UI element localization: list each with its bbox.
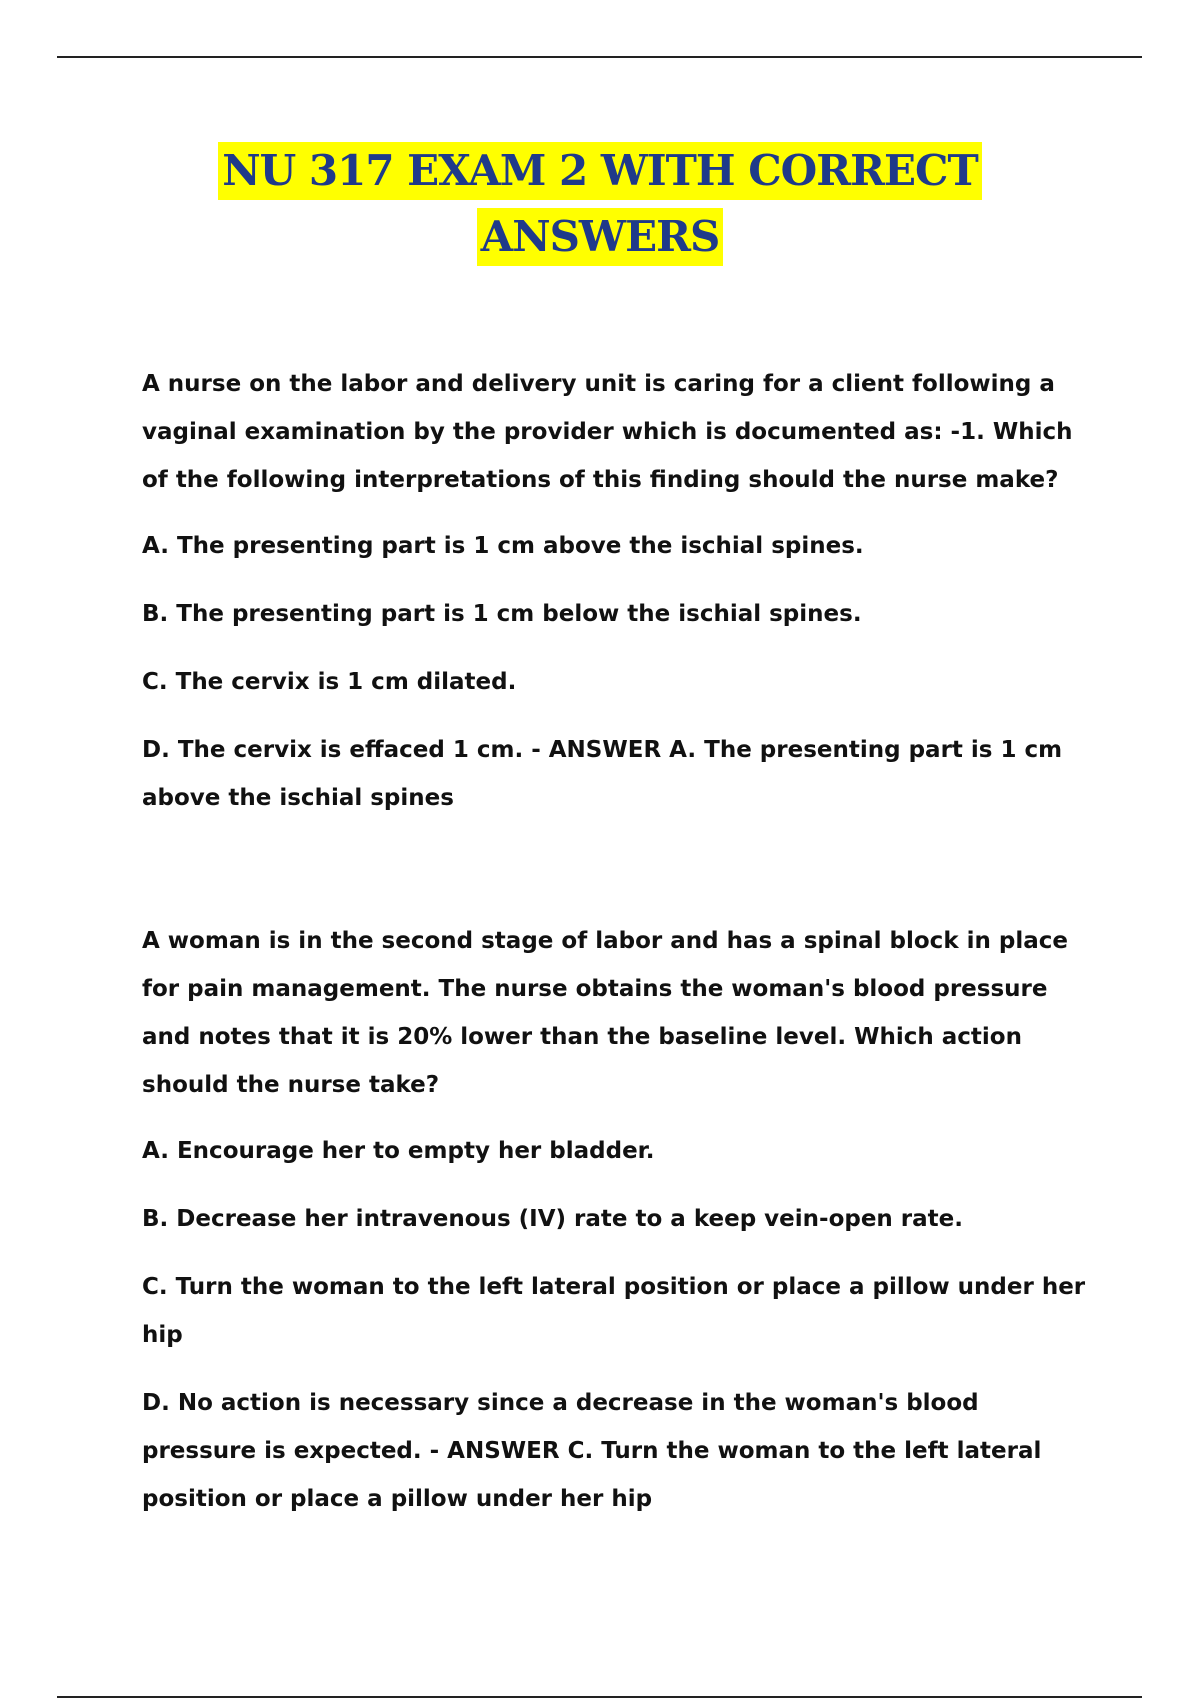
answer-option-c: C. The cervix is 1 cm dilated. [142, 669, 517, 695]
question-block-2 [142, 917, 1097, 1523]
top-rule [57, 56, 1142, 58]
question-text: A nurse on the labor and delivery unit is caring for a client following a vaginal examination by the provider which is documented as: -1. Which of the following interpretations of this finding should the nurse make? [142, 371, 1073, 493]
title-line-2: ANSWERS [477, 208, 724, 266]
answer-option-d: D. No action is necessary since a decrease in the woman's blood pressure is expected. - ANSWER C. Turn the woman to the left lateral position or place a pillow under her hip [142, 1390, 1042, 1512]
bottom-rule [57, 1696, 1142, 1698]
answer-option-a: A. Encourage her to empty her bladder. [142, 1138, 655, 1164]
answer-option-a: A. The presenting part is 1 cm above the ischial spines. [142, 533, 864, 559]
question-block-1 [142, 360, 1097, 822]
page-title [0, 142, 1200, 266]
question-text: A woman is in the second stage of labor and has a spinal block in place for pain management. The nurse obtains the woman's blood pressure and notes that it is 20% lower than the baseline level. Which action should the nurse take? [142, 928, 1068, 1098]
answer-option-d: D. The cervix is effaced 1 cm. - ANSWER A. The presenting part is 1 cm above the ischial spines [142, 737, 1063, 811]
question-list [142, 360, 1097, 1523]
answer-option-b: B. Decrease her intravenous (IV) rate to a keep vein-open rate. [142, 1206, 964, 1232]
answer-option-b: B. The presenting part is 1 cm below the ischial spines. [142, 601, 862, 627]
answer-option-c: C. Turn the woman to the left lateral position or place a pillow under her hip [142, 1274, 1086, 1348]
title-line-1: NU 317 EXAM 2 WITH CORRECT [218, 142, 981, 200]
